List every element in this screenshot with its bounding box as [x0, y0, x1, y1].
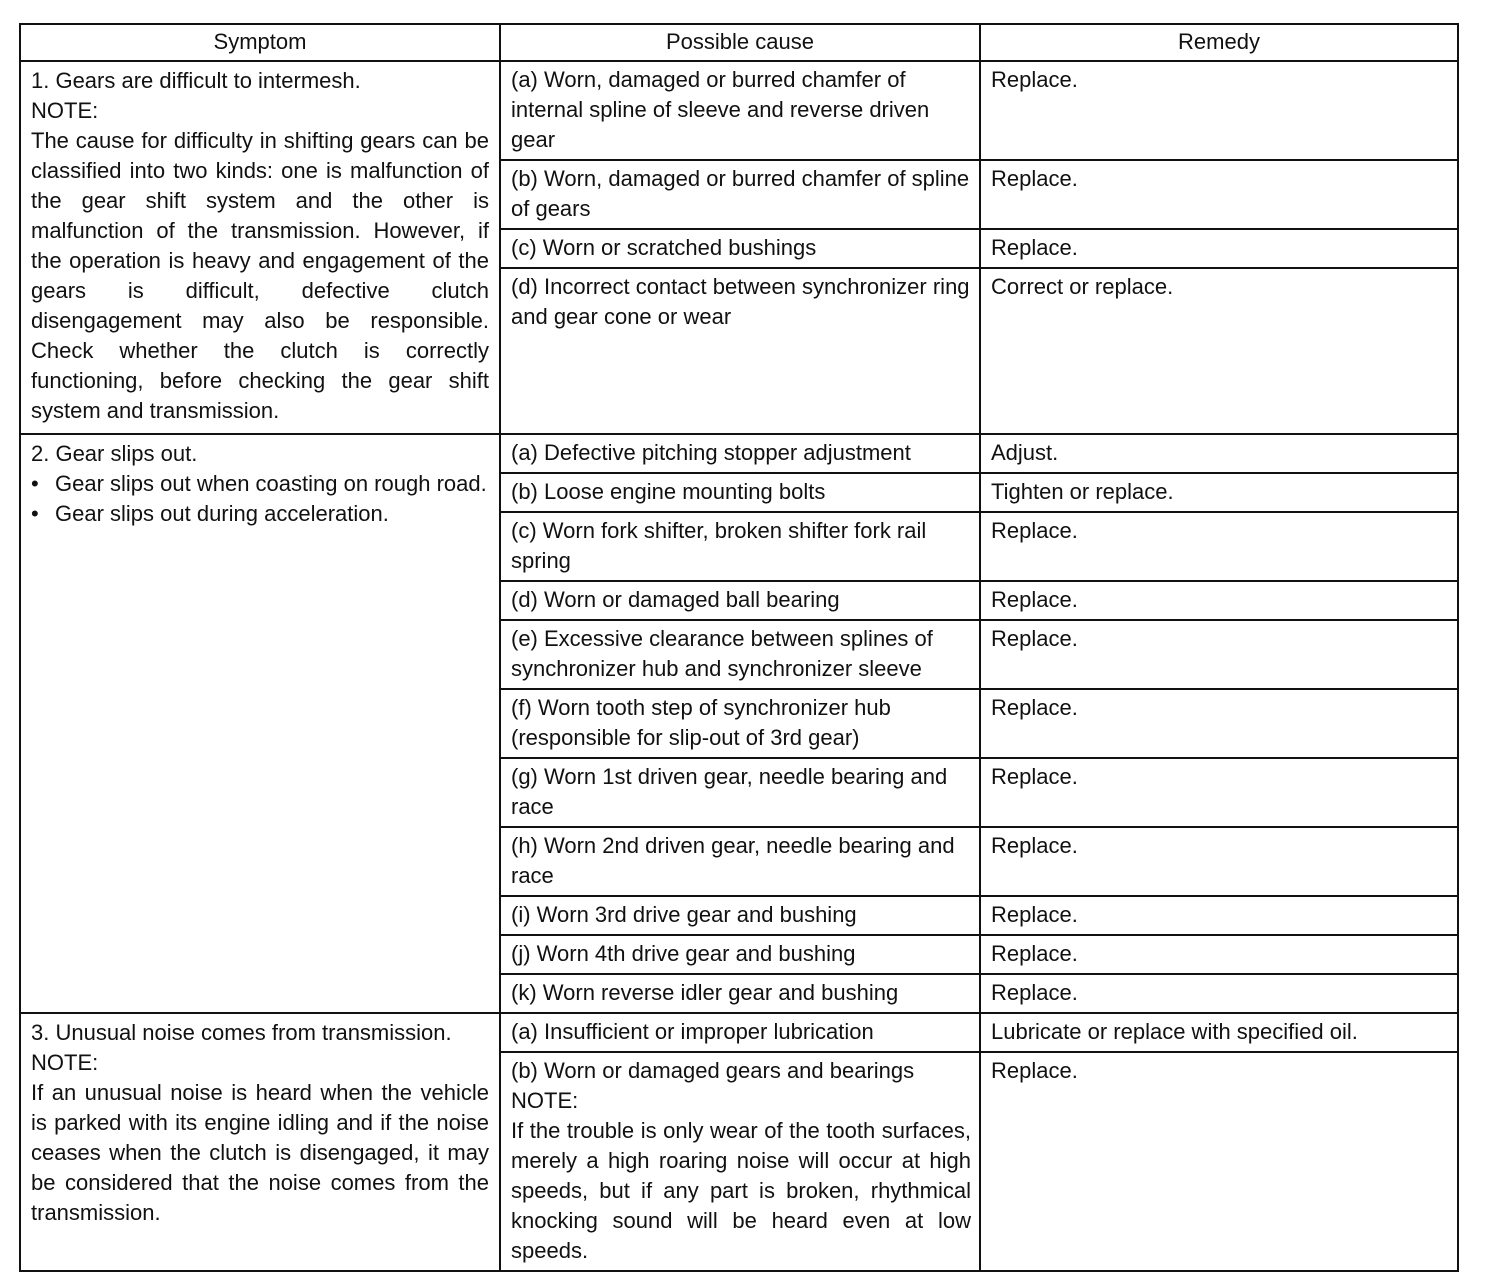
- remedy-cell: Replace.: [980, 758, 1458, 827]
- remedy-cell: Replace.: [980, 896, 1458, 935]
- bullet-item: • Gear slips out when coasting on rough road.: [31, 469, 489, 499]
- note-text: If an unusual noise is heard when the vehicle is parked with its engine idling and if the noise ceases when the clutch is disengaged, it may be considered that the noise comes from the transmission.: [31, 1080, 489, 1225]
- cause-cell: (b) Worn, damaged or burred chamfer of spline of gears: [500, 160, 980, 229]
- remedy-cell: Replace.: [980, 827, 1458, 896]
- cause-cell: (k) Worn reverse idler gear and bushing: [500, 974, 980, 1013]
- table-row: [20, 61, 1458, 160]
- symptom-title: 2. Gear slips out.: [31, 441, 198, 466]
- cause-cell: (h) Worn 2nd driven gear, needle bearing and race: [500, 827, 980, 896]
- cause-cell: (a) Worn, damaged or burred chamfer of internal spline of sleeve and reverse driven gear: [500, 61, 980, 160]
- cause-cell: [500, 1052, 980, 1271]
- remedy-cell: Lubricate or replace with specified oil.: [980, 1013, 1458, 1052]
- cause-cell: (f) Worn tooth step of synchronizer hub (responsible for slip-out of 3rd gear): [500, 689, 980, 758]
- remedy-cell: Replace.: [980, 61, 1458, 160]
- bullet-dot-icon: •: [31, 501, 39, 526]
- remedy-cell: Replace.: [980, 620, 1458, 689]
- note-text: The cause for difficulty in shifting gears can be classified into two kinds: one is malfunction of the gear shift system and the other is malfunction of the transmission. However, if the operation is heavy and engagement of the gears is difficult, defective clutch disengagement may also be responsible. Check whether the clutch is correctly functioning, before checking the gear shift system and transmission.: [31, 128, 489, 423]
- remedy-cell: Replace.: [980, 581, 1458, 620]
- cause-cell: (j) Worn 4th drive gear and bushing: [500, 935, 980, 974]
- header-row: [20, 24, 1458, 61]
- bullet-dot-icon: •: [31, 471, 39, 496]
- cause-note-text: If the trouble is only wear of the tooth surfaces, merely a high roaring noise will occur at high speeds, but if any part is broken, rhythmical knocking sound will be heard even at low speeds.: [511, 1118, 971, 1263]
- cause-cell: (d) Incorrect contact between synchronizer ring and gear cone or wear: [500, 268, 980, 434]
- cause-cell: (g) Worn 1st driven gear, needle bearing and race: [500, 758, 980, 827]
- cause-text: (b) Worn or damaged gears and bearings: [511, 1058, 915, 1083]
- troubleshooting-sheet: [19, 23, 1457, 1272]
- cause-cell: (c) Worn fork shifter, broken shifter fork rail spring: [500, 512, 980, 581]
- remedy-cell: Replace.: [980, 689, 1458, 758]
- cause-cell: (b) Loose engine mounting bolts: [500, 473, 980, 512]
- remedy-cell: Tighten or replace.: [980, 473, 1458, 512]
- remedy-cell: Replace.: [980, 160, 1458, 229]
- remedy-cell: Replace.: [980, 512, 1458, 581]
- symptom-title: 1. Gears are difficult to intermesh.: [31, 68, 361, 93]
- cause-cell: (d) Worn or damaged ball bearing: [500, 581, 980, 620]
- note-label: NOTE:: [31, 98, 99, 123]
- troubleshooting-table: [19, 23, 1459, 1272]
- cause-cell: (i) Worn 3rd drive gear and bushing: [500, 896, 980, 935]
- remedy-cell: Replace.: [980, 935, 1458, 974]
- cause-cell: (e) Excessive clearance between splines of synchronizer hub and synchronizer sleeve: [500, 620, 980, 689]
- remedy-cell: Correct or replace.: [980, 268, 1458, 434]
- remedy-cell: Replace.: [980, 229, 1458, 268]
- table-row: [20, 1013, 1458, 1052]
- cause-note-label: NOTE:: [511, 1088, 579, 1113]
- header-symptom: Symptom: [20, 24, 500, 61]
- symptom-cell-1: [20, 61, 500, 434]
- symptom-cell-2: [20, 434, 500, 1013]
- cause-cell: (a) Insufficient or improper lubrication: [500, 1013, 980, 1052]
- remedy-cell: Adjust.: [980, 434, 1458, 473]
- header-possible-cause: Possible cause: [500, 24, 980, 61]
- note-label: NOTE:: [31, 1050, 99, 1075]
- table-row: [20, 434, 1458, 473]
- bullet-item: • Gear slips out during acceleration.: [31, 499, 489, 529]
- symptom-cell-3: [20, 1013, 500, 1271]
- cause-cell: (a) Defective pitching stopper adjustment: [500, 434, 980, 473]
- remedy-cell: Replace.: [980, 1052, 1458, 1271]
- cause-cell: (c) Worn or scratched bushings: [500, 229, 980, 268]
- symptom-title: 3. Unusual noise comes from transmission.: [31, 1020, 452, 1045]
- header-remedy: Remedy: [980, 24, 1458, 61]
- remedy-cell: Replace.: [980, 974, 1458, 1013]
